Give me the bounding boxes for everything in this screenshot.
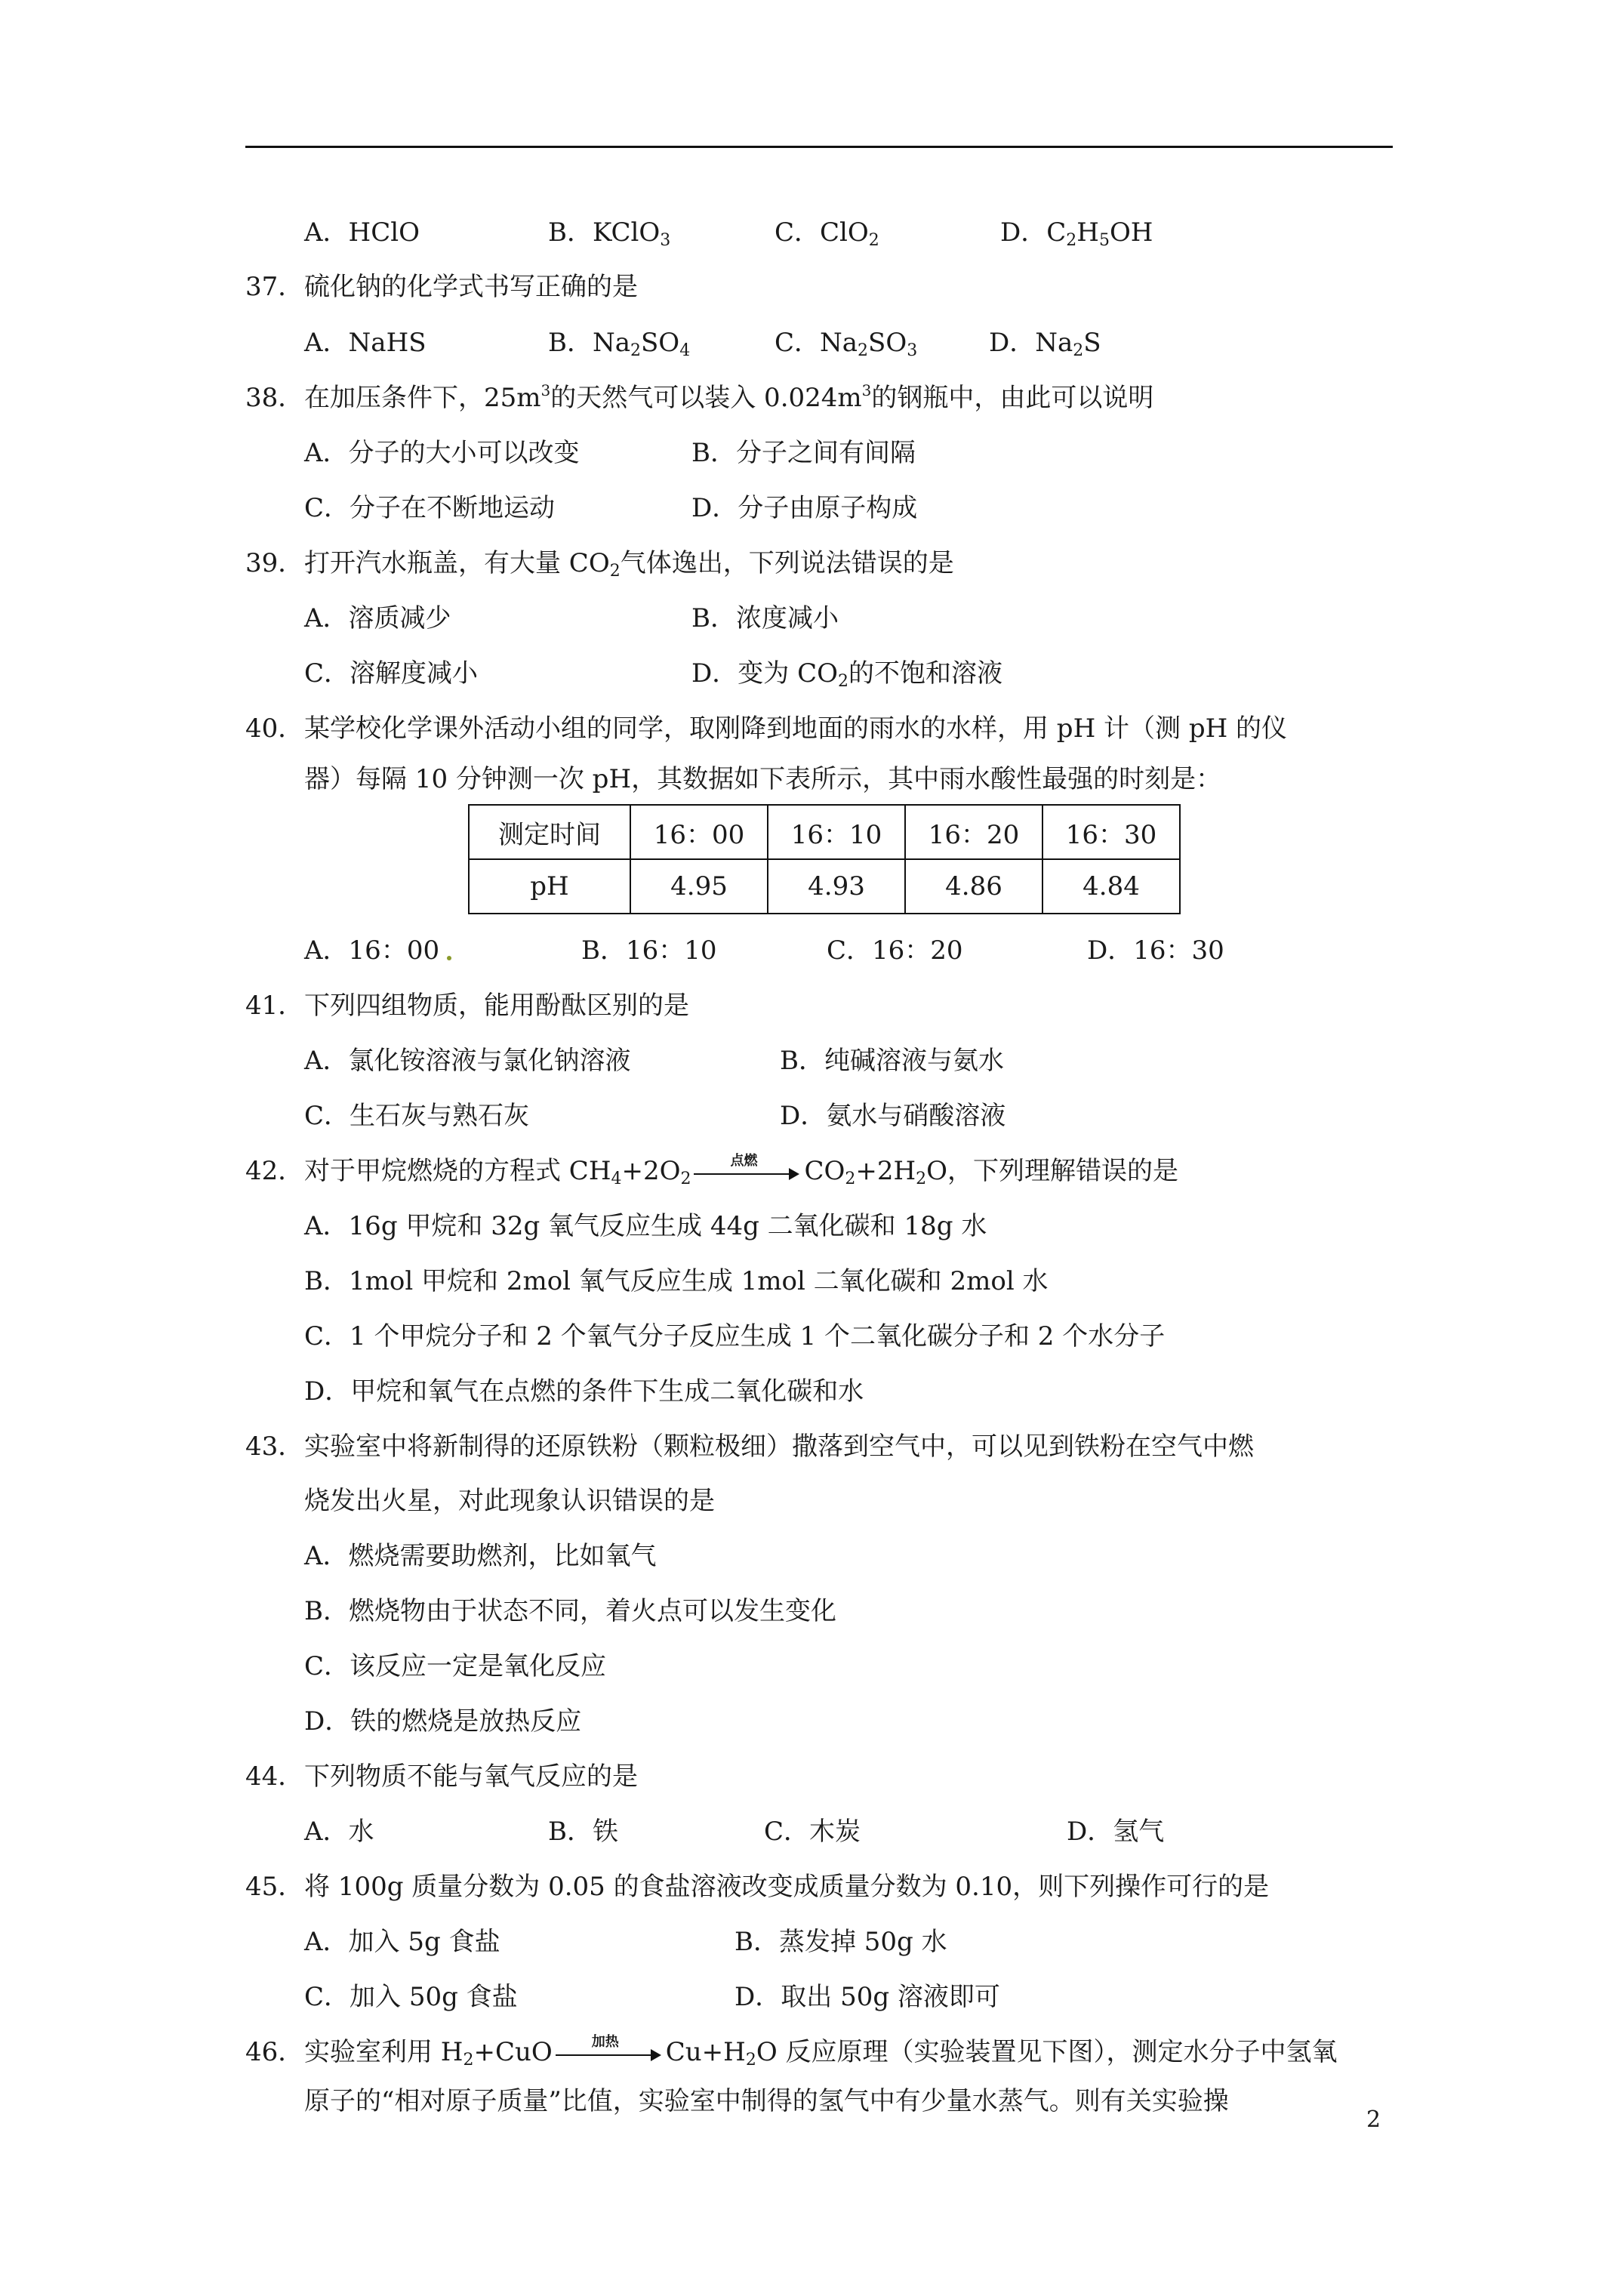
q41-stem: 下列四组物质，能用酚酞区别的是 — [304, 991, 689, 1021]
q38-number: 38． — [245, 383, 304, 413]
q41-option-a: A．氯化铵溶液与氯化钠溶液 — [304, 1046, 631, 1076]
q45-number: 45． — [245, 1872, 304, 1902]
q37-stem: 硫化钠的化学式书写正确的是 — [304, 272, 638, 302]
page-number: 2 — [1366, 2106, 1381, 2133]
q39-option-b: B．浓度减小 — [691, 603, 839, 633]
q37-option-b: B．$Na_2SO_4$ — [548, 328, 691, 360]
q42-stem: 对于甲烷燃烧的方程式 $CH_4+2O_2$ 点燃 $CO_2+2H_2O$，下列理解错误的是 — [304, 1154, 1178, 1188]
q39-option-a: A．溶质减少 — [304, 603, 451, 633]
q46-stem-line2: 原子的“相对原子质量”比值，实验室中制得的氢气中有少量水蒸气。则有关实验操 — [304, 2086, 1229, 2116]
q37-option-a: A．NaHS — [304, 328, 427, 358]
q43-stem-line1: 实验室中将新制得的还原铁粉（颗粒极细）撒落到空气中，可以见到铁粉在空气中燃 — [304, 1432, 1254, 1462]
q36-option-c: C．ClO$_2$ — [775, 217, 879, 250]
q40-stem-line1: 某学校化学课外活动小组的同学，取刚降到地面的雨水的水样，用 pH 计（测 pH 的仪 — [304, 713, 1288, 744]
q42-option-c: C．1 个甲烷分子和 2 个氧气分子反应生成 1 个二氧化碳分子和 2 个水分子 — [304, 1321, 1166, 1351]
q38-option-a: A．分子的大小可以改变 — [304, 438, 580, 468]
q39-number: 39． — [245, 548, 304, 578]
q45-option-d: D．取出 50g 溶液即可 — [735, 1982, 1000, 2012]
q39-stem: 打开汽水瓶盖，有大量 $CO_2$气体逸出，下列说法错误的是 — [304, 548, 954, 581]
q40-option-b: B．16：10 — [581, 935, 717, 966]
q46-number: 46． — [245, 2037, 304, 2067]
q44-option-d: D．氢气 — [1067, 1817, 1165, 1847]
q41-option-c: C．生石灰与熟石灰 — [304, 1101, 530, 1131]
q38-option-b: B．分子之间有间隔 — [691, 438, 916, 468]
q38-option-c: C．分子在不断地运动 — [304, 493, 556, 523]
q42-number: 42． — [245, 1156, 304, 1186]
q38-stem: 在加压条件下，$25m^3$的天然气可以装入 $0.024m^3$的钢瓶中，由此可以说明 — [304, 381, 1154, 413]
q40-option-d: D．16：30 — [1087, 935, 1224, 966]
table-header-cell: 16：20 — [905, 805, 1042, 859]
q37-number: 37． — [245, 272, 304, 302]
q44-number: 44． — [245, 1761, 304, 1792]
q44-option-a: A．水 — [304, 1817, 374, 1847]
q40-option-a: A．16：00 — [304, 935, 440, 966]
q45-option-b: B．蒸发掉 50g 水 — [735, 1927, 947, 1957]
ph-data-table — [468, 804, 1181, 914]
table-cell: 4.86 — [905, 859, 1042, 914]
q42-option-a: A．16g 甲烷和 32g 氧气反应生成 44g 二氧化碳和 18g 水 — [304, 1211, 987, 1241]
table-cell: 4.93 — [768, 859, 905, 914]
q45-option-a: A．加入 5g 食盐 — [304, 1927, 500, 1957]
table-row — [469, 859, 1180, 914]
table-header-row — [469, 805, 1180, 859]
q36-option-d: D．$C_2H_5OH$ — [1000, 217, 1153, 250]
arrow-condition-label: 加热 — [591, 2034, 619, 2050]
table-cell: 4.95 — [630, 859, 768, 914]
q45-stem: 将 100g 质量分数为 0.05 的食盐溶液改变成质量分数为 0.10，则下列操作可行的是 — [304, 1872, 1270, 1902]
reaction-arrow-icon — [691, 1153, 804, 1184]
q44-option-c: C．木炭 — [764, 1817, 861, 1847]
stray-mark — [447, 956, 451, 960]
q43-stem-line2: 烧发出火星，对此现象认识错误的是 — [304, 1486, 715, 1516]
q40-option-c: C．16：20 — [827, 935, 963, 966]
table-header-cell: 测定时间 — [469, 805, 630, 859]
q40-stem-line2: 器）每隔 10 分钟测一次 pH，其数据如下表所示，其中雨水酸性最强的时刻是： — [304, 764, 1222, 794]
table-header-cell: 16：00 — [630, 805, 768, 859]
q37-option-d: D．$Na_2S$ — [989, 328, 1101, 360]
table-cell: pH — [469, 859, 630, 914]
q39-option-c: C．溶解度减小 — [304, 658, 479, 689]
q43-number: 43． — [245, 1432, 304, 1462]
q43-option-c: C．该反应一定是氧化反应 — [304, 1651, 607, 1681]
q43-option-b: B．燃烧物由于状态不同，着火点可以发生变化 — [304, 1596, 836, 1626]
reaction-arrow-icon — [553, 2034, 666, 2065]
table-header-cell: 16：30 — [1042, 805, 1180, 859]
header-rule — [245, 146, 1393, 148]
table-header-cell: 16：10 — [768, 805, 905, 859]
q41-option-b: B．纯碱溶液与氨水 — [780, 1046, 1004, 1076]
q38-option-d: D．分子由原子构成 — [691, 493, 918, 523]
q37-option-c: C．$Na_2SO_3$ — [775, 328, 918, 360]
q40-number: 40． — [245, 713, 304, 744]
q43-option-d: D．铁的燃烧是放热反应 — [304, 1706, 582, 1737]
q44-option-b: B．铁 — [548, 1817, 618, 1847]
q42-option-d: D．甲烷和氧气在点燃的条件下生成二氧化碳和水 — [304, 1376, 864, 1407]
q41-number: 41． — [245, 991, 304, 1021]
table-cell: 4.84 — [1042, 859, 1180, 914]
q46-stem-line1: 实验室利用 $H_2+CuO$ 加热 $Cu+H_2O$ 反应原理（实验装置见下图），测定水分子中氢氧 — [304, 2036, 1338, 2069]
q42-option-b: B．1mol 甲烷和 2mol 氧气反应生成 1mol 二氧化碳和 2mol 水 — [304, 1266, 1049, 1296]
q36-option-a: A．HClO — [304, 217, 420, 248]
q36-option-b: B．KClO$_3$ — [548, 217, 671, 250]
q39-option-d: D．变为 $CO_2$的不饱和溶液 — [691, 658, 1002, 691]
arrow-condition-label: 点燃 — [730, 1153, 758, 1169]
q44-stem: 下列物质不能与氧气反应的是 — [304, 1761, 638, 1792]
q45-option-c: C．加入 50g 食盐 — [304, 1982, 518, 2012]
q43-option-a: A．燃烧需要助燃剂，比如氧气 — [304, 1541, 657, 1571]
q41-option-d: D．氨水与硝酸溶液 — [780, 1101, 1006, 1131]
